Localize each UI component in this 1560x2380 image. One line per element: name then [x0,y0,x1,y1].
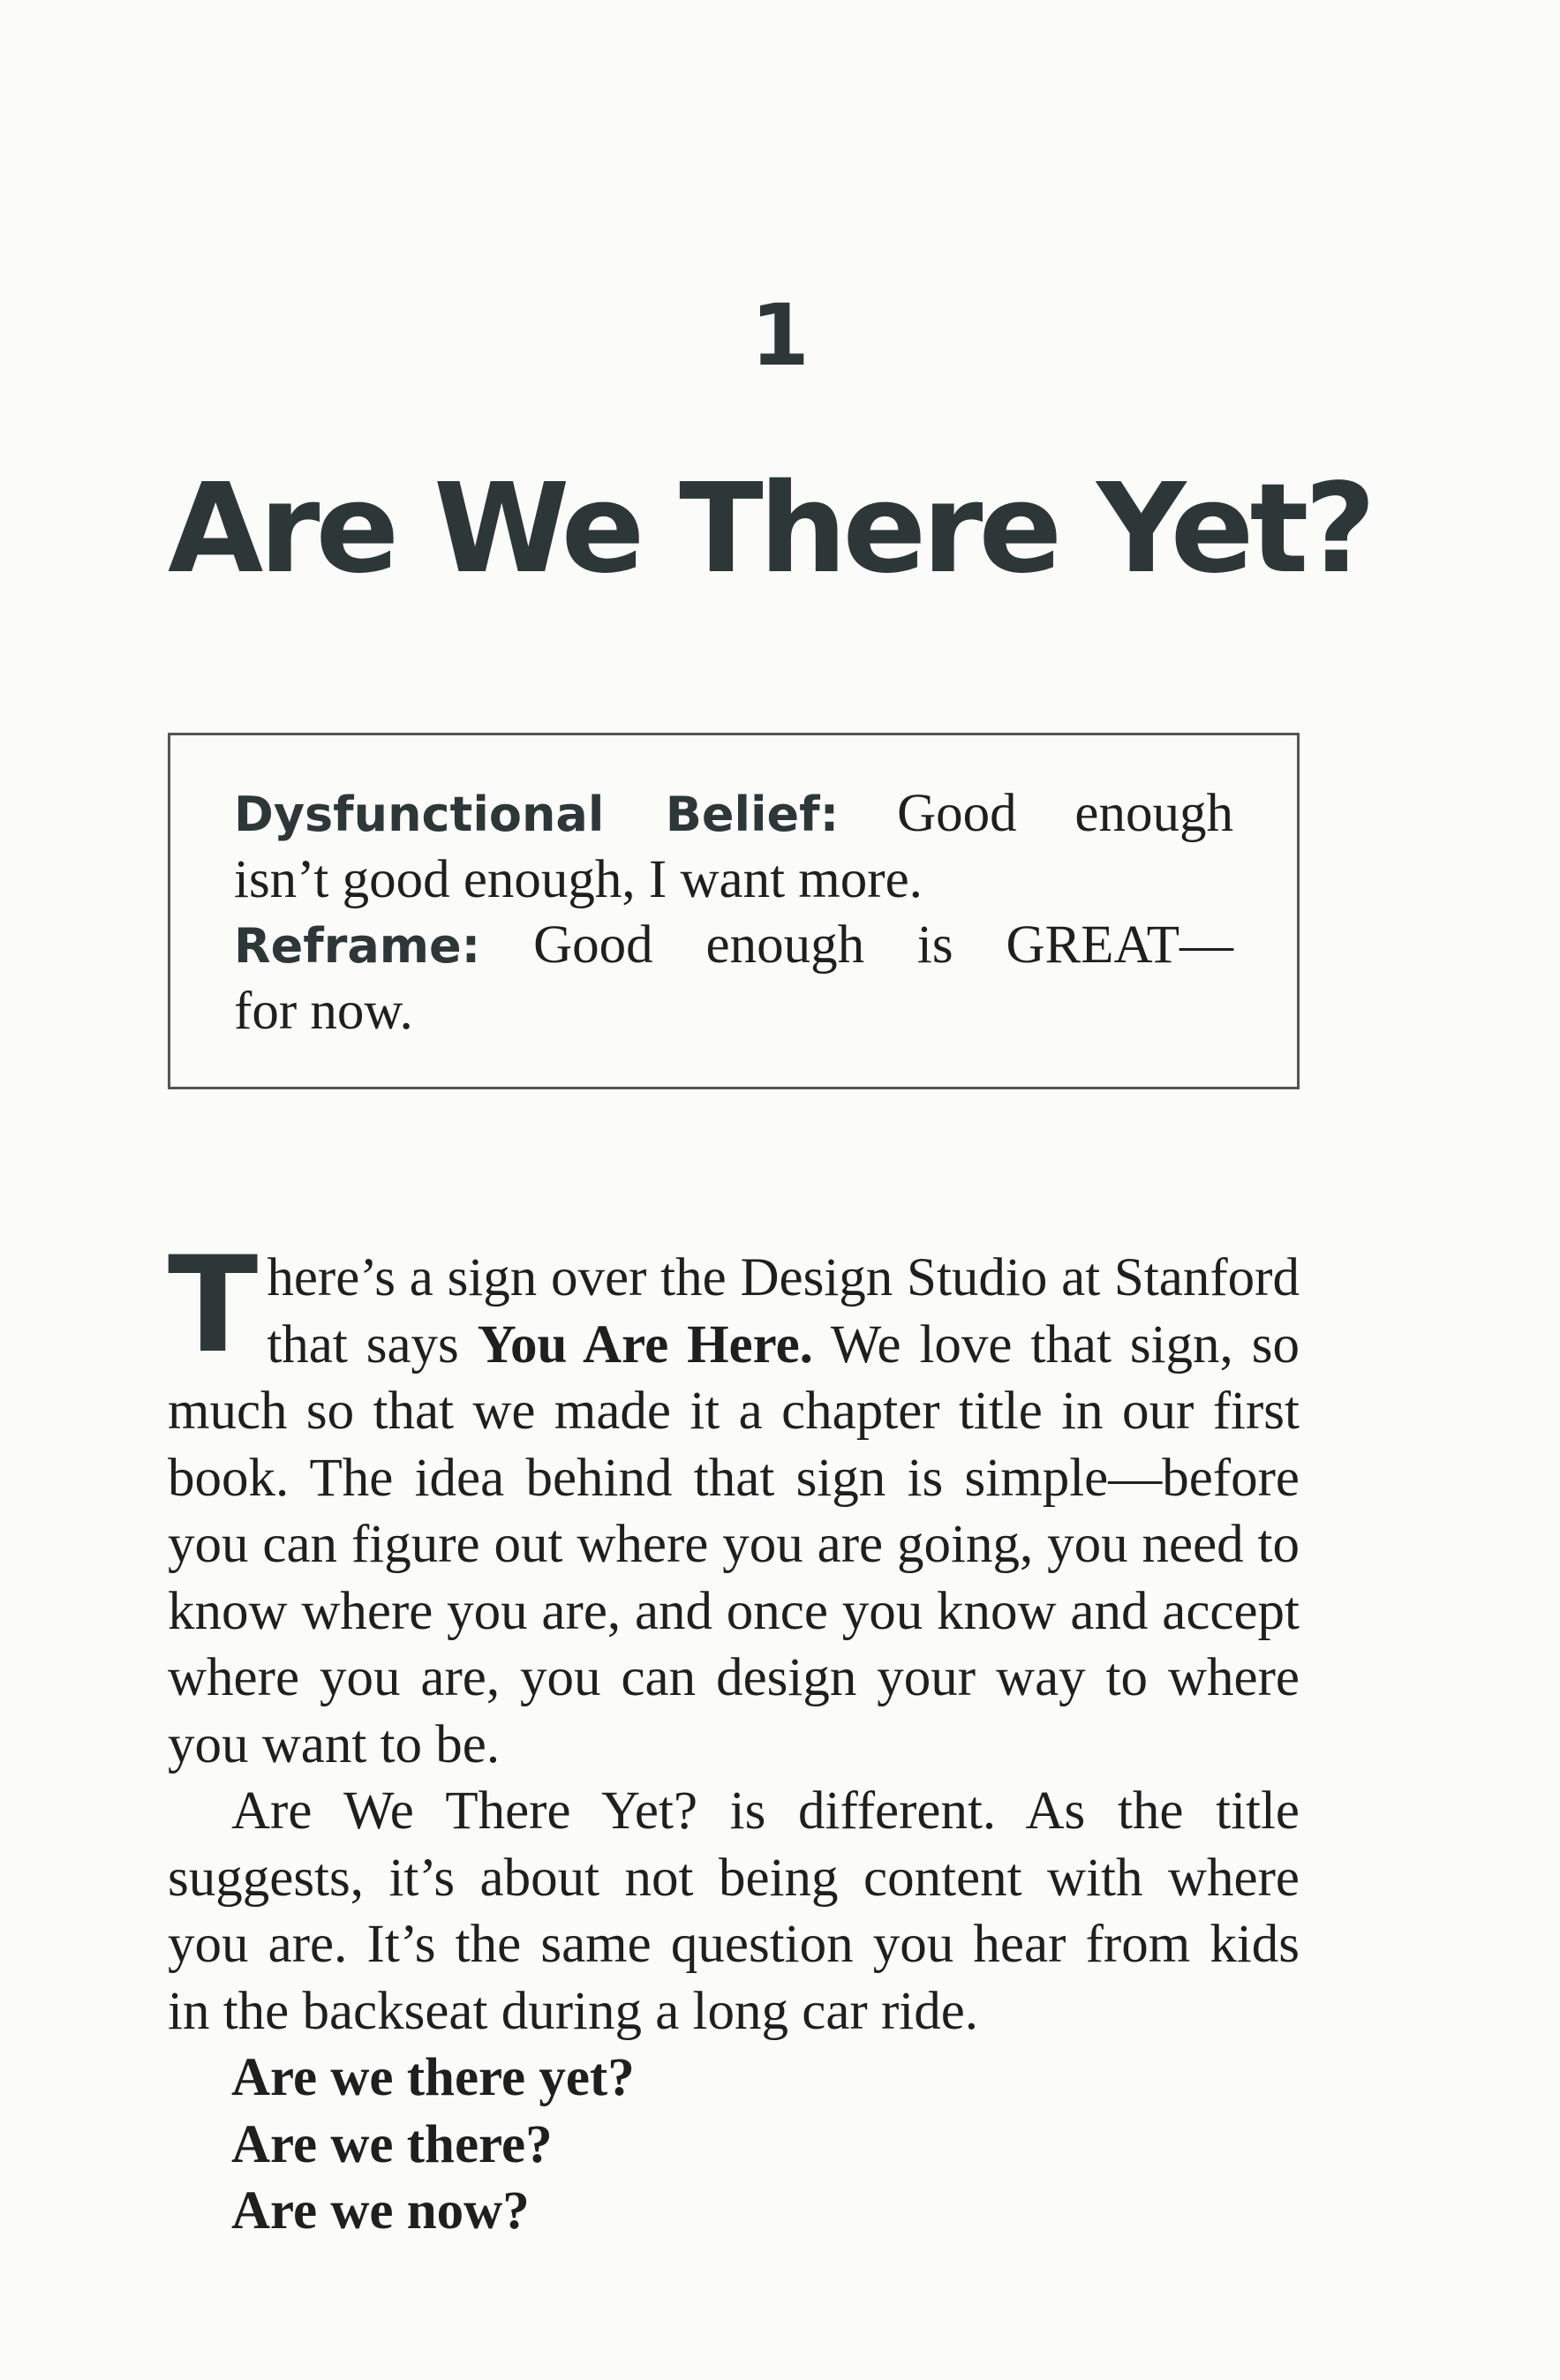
paragraph-1 [168,1229,1300,1778]
chapter-number: 1 [750,286,810,385]
belief-reframe-box [168,733,1300,1089]
belief-line-2 [234,847,1233,913]
paragraph-1-text-a: here’s a sign over the Design Studio at Stanford that says [267,1248,1300,1375]
dialog-line-1: Are we there yet? [231,2048,635,2107]
reframe-label: Reframe: [234,918,481,974]
chapter-title: Are We There Yet? [168,457,1372,601]
dialog-line-2: Are we there? [231,2114,553,2174]
reframe-text-part1: Good enough is GREAT— [533,915,1233,975]
dialog-line-3: Are we now? [231,2181,530,2241]
belief-line-1 [234,781,1233,847]
belief-text-part2: isn’t good enough, I want more. [234,850,923,909]
reframe-text-part2: for now. [234,982,413,1041]
paragraph-1-text-b: We love that sign, so much so that we made it a chapter title in our first book. The idea behind that sign is simple—before you can figure out where you are going, you need to know where you are, and once you know and accept where you are, you can design your way to where you want to be. [168,1314,1300,1774]
chapter-body [168,1229,1300,2245]
drop-cap: T [168,1229,259,1382]
dysfunctional-belief-label: Dysfunctional Belief: [234,787,840,842]
belief-text-part1: Good enough [897,784,1233,843]
reframe-line-2 [234,979,1233,1044]
reframe-line-1 [234,913,1233,979]
paragraph-2: Are We There Yet? is different. As the title suggests, it’s about not being content with where you are. It’s the same question you hear from kids in the backseat during a long car ride. [168,1781,1300,2041]
you-are-here-emphasis: You Are Here. [477,1314,813,1375]
